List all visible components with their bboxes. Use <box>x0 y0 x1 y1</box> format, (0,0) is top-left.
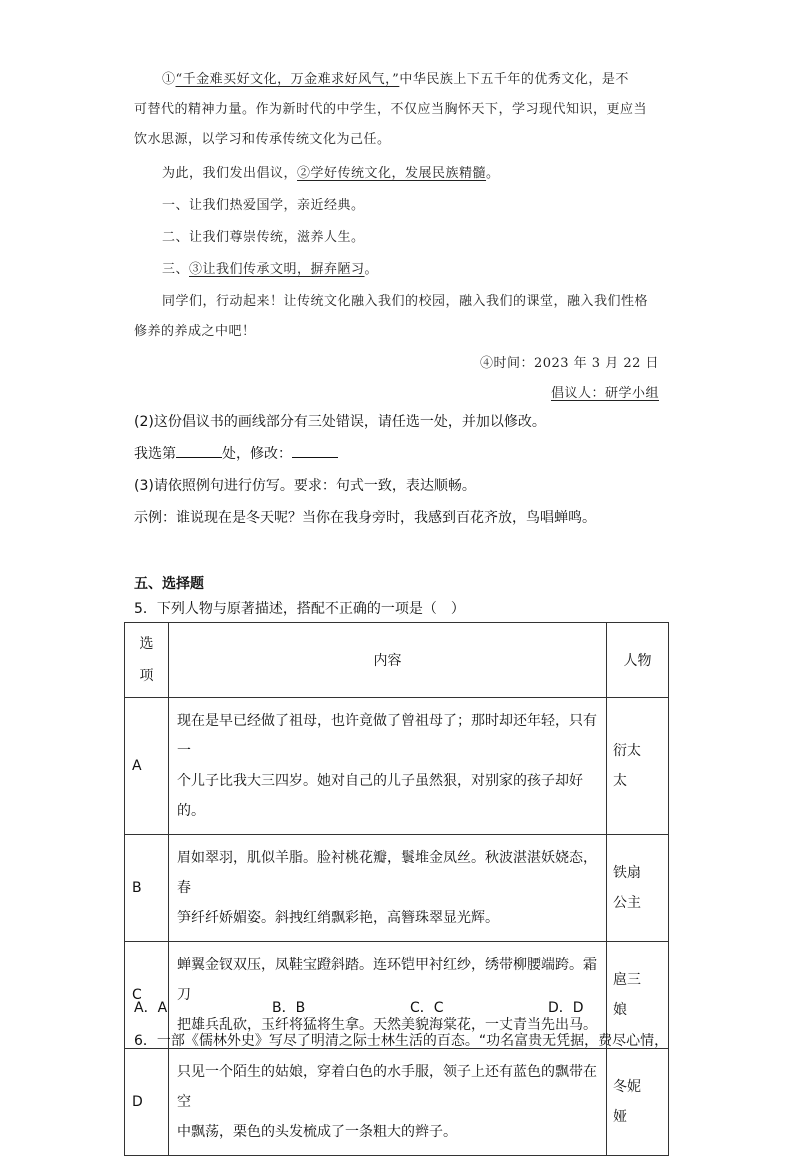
header-option-b: 项 <box>139 668 154 684</box>
passage-line-4 <box>162 162 500 181</box>
row-key: B <box>125 835 169 942</box>
punct: 。 <box>486 166 500 181</box>
question-2: (2)这份倡议书的画线部分有三处错误，请任选一处，并加以修改。 <box>134 414 546 430</box>
row-person <box>607 835 669 942</box>
row-key: D <box>125 1049 169 1156</box>
initiative-item-2: 二、让我们尊崇传统，滋养人生。 <box>162 230 365 245</box>
row-person-line: 公主 <box>613 895 641 911</box>
question-5: 5．下列人物与原著描述，搭配不正确的一项是（ ） <box>134 601 465 617</box>
row-content-line: 现在是早已经做了祖母，也许竟做了曾祖母了；那时却还年轻，只有一 <box>177 713 597 759</box>
row-content-line: 中飘荡，栗色的头发梳成了一条粗大的辫子。 <box>177 1124 457 1140</box>
underlined-quote: “千金难买好文化，万金难求好风气，” <box>175 72 400 87</box>
row-content <box>169 698 607 835</box>
passage-line-2: 可替代的精神力量。作为新时代的中学生，不仅应当胸怀天下，学习现代知识，更应当 <box>134 102 648 117</box>
header-person: 人物 <box>607 623 669 698</box>
marker-1: ① <box>162 72 176 87</box>
section-heading: 五、选择题 <box>134 576 204 592</box>
question-3-example: 示例：谁说现在是冬天呢？当你在我身旁时，我感到百花齐放，鸟唱蝉鸣。 <box>134 510 596 526</box>
row-content-line: 个儿子比我大三四岁。她对自己的儿子虽然狠，对别家的孩子却好的。 <box>177 773 583 819</box>
answer-prefix: 我选第 <box>134 446 176 462</box>
underlined-error-2: ②学好传统文化，发展民族精髓 <box>297 166 487 181</box>
row-content <box>169 1049 607 1156</box>
passage-date: ④时间：2023 年 3 月 22 日 <box>479 356 659 371</box>
row-person-line: 娘 <box>613 1002 627 1018</box>
row-person-line: 太 <box>613 773 627 789</box>
row-key: C <box>125 942 169 1049</box>
answer-middle: 处，修改： <box>222 446 292 462</box>
question-2-answer <box>134 443 338 463</box>
question-6: 6．一部《儒林外史》写尽了明清之际士林生活的百态。“功名富贵无凭据，费尽心情， <box>134 1033 669 1049</box>
table-header-row <box>125 623 669 698</box>
row-person-line: 扈三 <box>613 972 641 988</box>
choice-a[interactable]: A．A <box>134 1000 168 1016</box>
row-person-line: 冬妮 <box>613 1079 641 1095</box>
table-row <box>125 1049 669 1156</box>
initiative-item-1: 一、让我们热爱国学，亲近经典。 <box>162 198 365 213</box>
row-person <box>607 698 669 835</box>
header-option <box>125 623 169 698</box>
passage-text: 为此，我们发出倡议， <box>162 166 298 181</box>
table-row <box>125 835 669 942</box>
answer-choices <box>134 997 584 1017</box>
passage-line-1 <box>162 68 629 87</box>
question-3: (3)请依照例句进行仿写。要求：句式一致，表达顺畅。 <box>134 478 476 494</box>
choice-b[interactable]: B．B <box>272 1000 306 1016</box>
choice-d[interactable]: D．D <box>548 1000 584 1016</box>
table-row <box>125 698 669 835</box>
answer-blank-2[interactable] <box>292 456 338 458</box>
item-number: 三、 <box>162 262 190 277</box>
passage-line-3: 饮水思源，以学习和传承传统文化为己任。 <box>134 132 391 147</box>
header-content: 内容 <box>169 623 607 698</box>
options-table <box>124 622 669 1156</box>
punct: 。 <box>364 262 379 277</box>
row-content-line: 把雄兵乱砍，玉纤将猛将生拿。天然美貌海棠花，一丈青当先出马。 <box>177 1017 597 1033</box>
passage-line-8: 修养的养成之中吧！ <box>134 324 256 339</box>
answer-blank-1[interactable] <box>176 456 222 458</box>
passage-line-7: 同学们，行动起来！让传统文化融入我们的校园，融入我们的课堂，融入我们性格 <box>162 294 649 309</box>
row-person <box>607 1049 669 1156</box>
row-person-line: 衍太 <box>613 743 641 759</box>
row-content-line: 笋纤纤娇媚姿。斜拽红绡飘彩艳，高簪珠翠显光辉。 <box>177 910 499 926</box>
choice-c[interactable]: C．C <box>410 1000 444 1016</box>
row-key: A <box>125 698 169 835</box>
row-content <box>169 835 607 942</box>
header-option-a: 选 <box>139 636 154 652</box>
row-content-line: 蝉翼金钗双压，凤鞋宝蹬斜踏。连环铠甲衬红纱，绣带柳腰端跨。霜刀 <box>177 957 597 1003</box>
row-person-line: 娅 <box>613 1109 627 1125</box>
row-content-line: 只见一个陌生的姑娘，穿着白色的水手服，领子上还有蓝色的飘带在空 <box>177 1064 597 1110</box>
row-person-line: 铁扇 <box>613 865 641 881</box>
underlined-error-3: ③让我们传承文明，摒弃陋习 <box>189 262 365 277</box>
passage-text: 中华民族上下五千年的优秀文化，是不 <box>399 72 629 87</box>
passage-signer: 倡议人：研学小组 <box>550 386 659 401</box>
initiative-item-3 <box>162 258 378 277</box>
row-content-line: 眉如翠羽，肌似羊脂。脸衬桃花瓣，鬟堆金凤丝。秋波湛湛妖娆态，春 <box>177 850 597 896</box>
